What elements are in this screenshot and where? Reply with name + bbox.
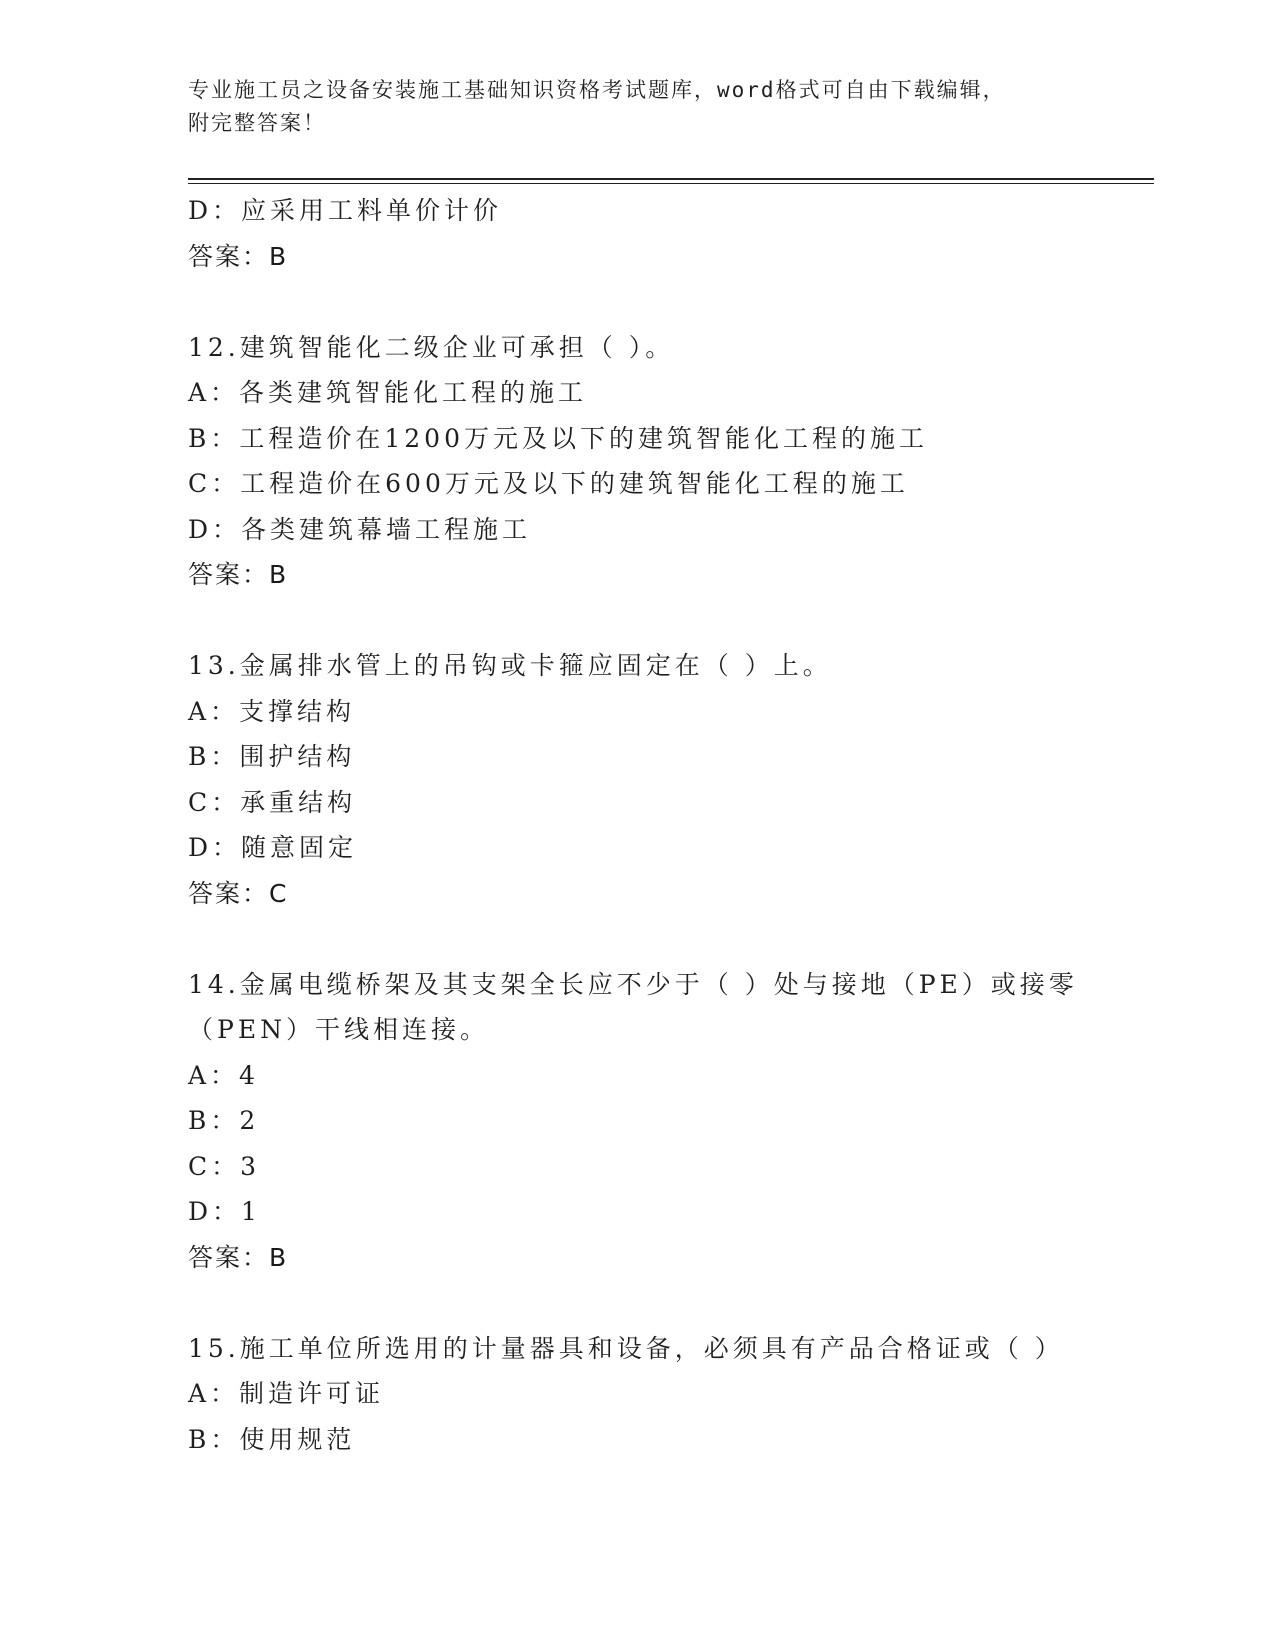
- option-c: C：3: [188, 1151, 261, 1181]
- answer-line: 答案：B: [188, 560, 289, 589]
- answer-line: 答案：B: [188, 1242, 289, 1272]
- spacer: [188, 279, 1148, 325]
- header-divider-thick: [188, 178, 1154, 180]
- option-a: A：各类建筑智能化工程的施工: [188, 378, 588, 407]
- option-b: B：围护结构: [188, 742, 356, 771]
- header-line-1: 专业施工员之设备安装施工基础知识资格考试题库，word格式可自由下载编辑，: [188, 78, 1006, 102]
- question-stem: 12.建筑智能化二级企业可承担（ ）。: [188, 332, 675, 362]
- option-c: C：承重结构: [188, 787, 357, 817]
- spacer: [188, 598, 1148, 644]
- question-15: [188, 1326, 1148, 1463]
- option-a: A：制造许可证: [188, 1379, 385, 1408]
- option-d: D：随意固定: [188, 833, 358, 862]
- question-list: [188, 188, 1148, 1462]
- option-b: B：工程造价在1200万元及以下的建筑智能化工程的施工: [188, 423, 928, 453]
- question-13: [188, 643, 1148, 916]
- option-a: A：4: [188, 1060, 259, 1090]
- answer-line: 答案：B: [188, 241, 289, 271]
- option-a: A：支撑结构: [188, 696, 356, 726]
- option-d: D：各类建筑幕墙工程施工: [188, 514, 532, 544]
- answer-line: 答案：C: [188, 878, 289, 908]
- question-stem: 13.金属排水管上的吊钩或卡箍应固定在（ ）上。: [188, 651, 832, 680]
- question-14: [188, 962, 1148, 1281]
- question-stem-line-1: 14.金属电缆桥架及其支架全长应不少于（ ）处与接地（PE）或接零: [188, 969, 1078, 999]
- question-stem-line-2: （PEN）干线相连接。: [188, 1015, 489, 1044]
- question-12: [188, 325, 1148, 598]
- document-header: [188, 74, 1088, 140]
- previous-question-tail: [188, 188, 1148, 279]
- spacer: [188, 1280, 1148, 1326]
- question-stem: 15.施工单位所选用的计量器具和设备，必须具有产品合格证或（ ）: [188, 1333, 1064, 1363]
- option-b: B：2: [188, 1106, 260, 1135]
- header-divider-thin: [188, 183, 1154, 184]
- option-d: D：应采用工料单价计价: [188, 196, 503, 225]
- spacer: [188, 916, 1148, 962]
- option-c: C：工程造价在600万元及以下的建筑智能化工程的施工: [188, 469, 909, 498]
- option-b: B：使用规范: [188, 1424, 356, 1454]
- option-d: D：1: [188, 1197, 261, 1226]
- header-line-2: 附完整答案！: [188, 111, 326, 135]
